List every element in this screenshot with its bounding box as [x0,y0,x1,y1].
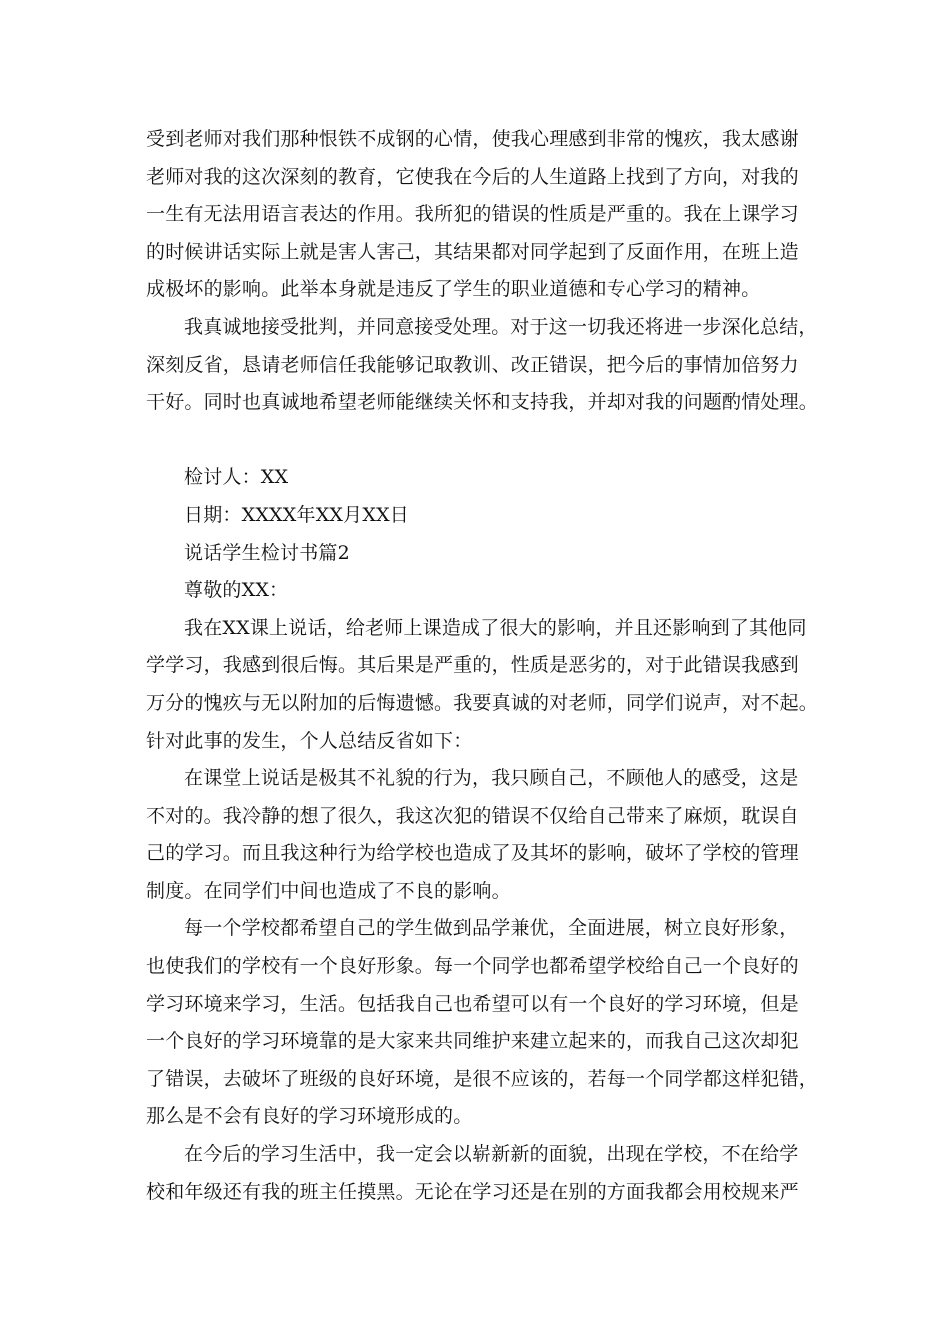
signer-line [146,459,822,497]
section-title-text: 说话学生检讨书篇2 [184,541,350,564]
text-line: 也使我们的学校有一个良好形象。每一个同学也都希望学校给自己一个良好的 [146,955,799,978]
text-line: 校和年级还有我的班主任摸黑。无论在学习还是在别的方面我都会用校规来严 [146,1180,799,1203]
text-line: 学学习，我感到很后悔。其后果是严重的，性质是恶劣的，对于此错误我感到 [146,654,799,677]
date-line [146,497,822,535]
date-text: 日期：XXXX年XX月XX日 [184,503,410,526]
text-line: 针对此事的发生，个人总结反省如下： [146,729,473,752]
salutation-text: 尊敬的XX： [184,579,289,602]
text-line: 在课堂上说话是极其不礼貌的行为，我只顾自己，不顾他人的感受，这是 [184,767,799,790]
text-line: 受到老师对我们那种恨铁不成钢的心情，使我心理感到非常的愧疚，我太感谢 [146,128,799,150]
section-title [146,535,822,573]
text-line: 我在XX课上说话，给老师上课造成了很大的影响，并且还影响到了其他同 [184,616,807,639]
text-line: 每一个学校都希望自己的学生做到品学兼优，全面进展，树立良好形象， [184,917,799,940]
text-line: 制度。在同学们中间也造成了不良的影响。 [146,879,511,902]
text-line: 在今后的学习生活中，我一定会以崭新新的面貌，出现在学校，不在给学 [184,1143,799,1166]
paragraph-1 [146,121,822,309]
text-line: 了错误，去破坏了班级的良好环境，是很不应该的，若每一个同学都这样犯错， [146,1067,819,1090]
paragraph-4 [146,760,822,910]
paragraph-6 [146,1136,822,1211]
text-line: 不对的。我冷静的想了很久，我这次犯的错误不仅给自己带来了麻烦，耽误自 [146,804,799,827]
text-line: 那么是不会有良好的学习环境形成的。 [146,1105,473,1128]
text-line: 成极坏的影响。此举本身就是违反了学生的职业道德和专心学习的精神。 [146,278,761,301]
text-line: 一生有无法用语言表达的作用。我所犯的错误的性质是严重的。我在上课学习 [146,203,799,226]
text-line: 万分的愧疚与无以附加的后悔遗憾。我要真诚的对老师，同学们说声，对不起。 [146,691,819,714]
text-line: 己的学习。而且我这种行为给学校也造成了及其坏的影响，破坏了学校的管理 [146,842,799,865]
document-body [146,121,822,1211]
text-line: 的时候讲话实际上就是害人害己，其结果都对同学起到了反面作用，在班上造 [146,240,799,263]
text-line: 学习环境来学习，生活。包括我自己也希望可以有一个良好的学习环境，但是 [146,992,799,1015]
text-line: 深刻反省，恳请老师信任我能够记取教训、改正错误，把今后的事情加倍努力 [146,353,799,376]
signer-text: 检讨人：XX [184,466,289,489]
text-line: 我真诚地接受批判，并同意接受处理。对于这一切我还将进一步深化总结， [184,315,818,338]
paragraph-2 [146,309,822,422]
paragraph-3 [146,610,822,760]
blank-line [146,422,822,460]
text-line: 老师对我的这次深刻的教育，它使我在今后的人生道路上找到了方向，对我的 [146,165,799,188]
salutation [146,572,822,610]
paragraph-5 [146,910,822,1136]
text-line: 一个良好的学习环境靠的是大家来共同维护来建立起来的，而我自己这次却犯 [146,1030,799,1053]
text-line: 干好。同时也真诚地希望老师能继续关怀和支持我，并却对我的问题酌情处理。 [146,391,819,414]
